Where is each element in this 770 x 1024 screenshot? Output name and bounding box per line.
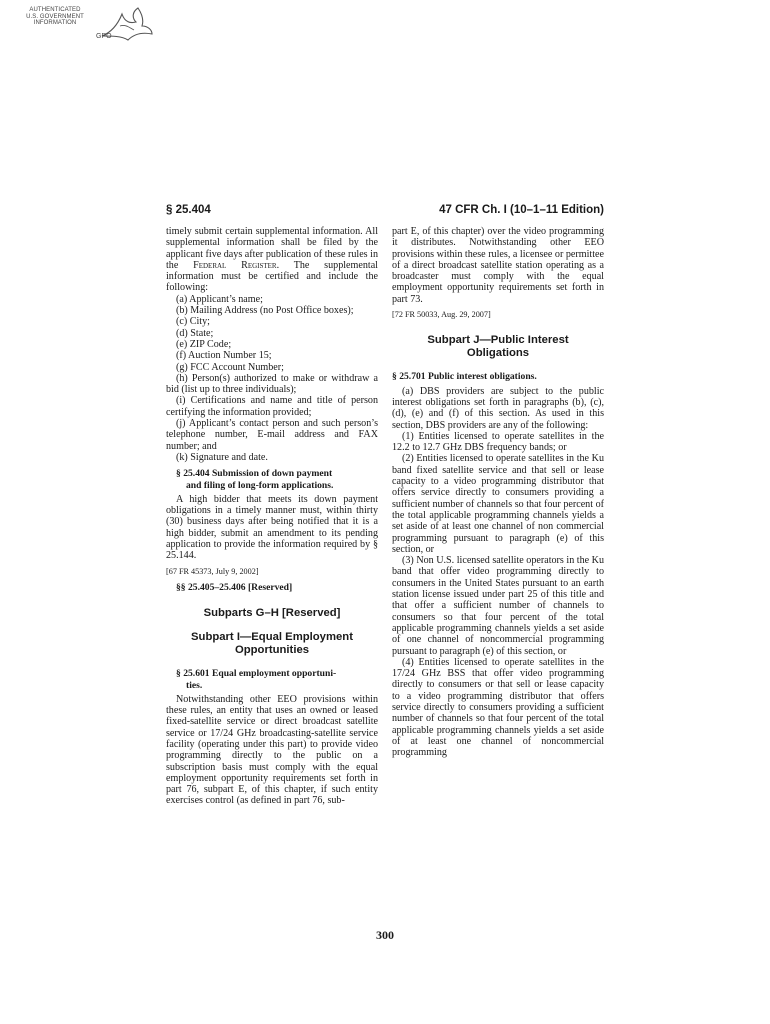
gpo-authentication-stamp xyxy=(14,6,144,46)
heading-line: Obligations xyxy=(466,347,530,360)
title-line: and filing of long-form applications. xyxy=(186,479,334,491)
left-column xyxy=(166,226,378,807)
citation: [72 FR 50033, Aug. 29, 2007] xyxy=(392,310,491,320)
list-item: (a) Applicant’s name; xyxy=(176,293,263,305)
list-item: (c) City; xyxy=(176,316,210,328)
list-item: (i) Certifications and name and title of person certifying the information provided; xyxy=(166,395,378,418)
section-25-601-title xyxy=(166,668,378,691)
paragraph-a1: (1) Entities licensed to operate satellites in the 12.2 to 12.7 GHz DBS frequency bands; or xyxy=(392,430,604,454)
list-item: (k) Signature and date. xyxy=(176,451,268,463)
stamp-line-3: INFORMATION xyxy=(33,20,77,26)
paragraph-a2: (2) Entities licensed to operate satellites in the Ku band fixed satellite service and that sell or lease capacity to a video programming distributor that offers service directly to consumers providing a sufficient number of channels so that four percent of the total applicable programming channels yields a set aside of at least one channel of non commercial programming pursuant to paragraph (e) of this section, or xyxy=(392,453,604,555)
subpart-j-heading xyxy=(392,334,604,360)
paragraph-a4: (4) Entities licensed to operate satellites in the 17/24 GHz BSS that offer video programming directly to consumers or that sell or lease capacity to a video programming distributor that offers service directly to consumers providing a sufficient number of channels so that four percent of the total applicable programming channels yields a set aside of at least one channel of noncommercial programming xyxy=(392,656,604,759)
title-line: ties. xyxy=(186,679,203,691)
stamp-agency: GPO xyxy=(96,33,112,40)
citation: [67 FR 45373, July 9, 2002] xyxy=(166,566,259,576)
text-run: timely submit certain supplemental information. All supplemental information shall be filed by the applicant five days after publication of these rules in the xyxy=(166,226,378,271)
list-item: (g) FCC Account Number; xyxy=(176,361,284,373)
subpart-gh-heading: Subparts G–H [Reserved] xyxy=(203,607,341,620)
text-run: . The supplemental information must be certified and include the following: xyxy=(166,259,378,294)
list-item: (b) Mailing Address (no Post Office boxes); xyxy=(176,305,354,317)
right-column xyxy=(392,226,604,758)
federal-register-term: Federal Register xyxy=(193,259,277,271)
stamp-text xyxy=(14,7,96,27)
page-number: 300 xyxy=(376,928,394,942)
section-25-405-title: §§ 25.405–25.406 [Reserved] xyxy=(176,581,293,593)
section-header: § 25.404 xyxy=(166,204,211,216)
heading-line: Subpart I—Equal Employment xyxy=(191,631,353,644)
list-item: (h) Person(s) authorized to make or withdraw a bid (list up to three individuals); xyxy=(166,372,378,396)
section-25-601-continued: part E, of this chapter) over the video programming it distributes. Notwithstanding other EEO provisions within these rules, a licensee or permittee of a direct broadcast satellite station operating as a broadcaster must comply with the equal employment opportunity requirements set forth in part 73. xyxy=(392,226,604,305)
section-25-601-body: Notwithstanding other EEO provisions within these rules, an entity that uses an owned or leased fixed-satellite service or direct broadcast satellite service or 17/24 GHz broadcasting-satellite service facility (operating under this part) to provide video programming directly to the public on a subscription basis must comply with the equal employment opportunity requirements set forth in part 76, subpart E, of this chapter, if such entity exercises control (as defined in part 76, sub- xyxy=(166,693,378,807)
list-item: (e) ZIP Code; xyxy=(176,338,232,350)
stamp-line-2: U.S. GOVERNMENT xyxy=(26,13,84,20)
title-line: § 25.404 Submission of down payment xyxy=(176,468,333,480)
list-item: (f) Auction Number 15; xyxy=(176,350,272,362)
supplemental-info-paragraph xyxy=(166,226,378,294)
paragraph-a3: (3) Non U.S. licensed satellite operators in the Ku band that offer video programming directly to consumers in the United States pursuant to an earth station license issued under part 25 of this title and that offer a sufficient number of channels to consumers so that four percent of the total applicable programming channels yields a set aside of one channel of noncommercial programming pursuant to paragraph (e) of this section, or xyxy=(392,555,604,657)
section-25-404-body: A high bidder that meets its down payment obligations in a timely manner must, within thirty (30) business days after being notified that it is a high bidder, submit an amendment to its pending application to provide the information required by § 25.144. xyxy=(166,493,378,562)
section-25-404-title xyxy=(166,468,378,491)
paragraph-a: (a) DBS providers are subject to the public interest obligations set forth in paragraphs (b), (c), (d), (e) and (f) of this section. As used in this section, DBS providers are any of the following: xyxy=(392,385,604,431)
title-line: § 25.601 Equal employment opportuni- xyxy=(176,668,337,680)
section-25-701-title: § 25.701 Public interest obligations. xyxy=(392,371,537,383)
subpart-i-heading xyxy=(166,631,378,657)
edition-header: 47 CFR Ch. I (10–1–11 Edition) xyxy=(439,204,604,216)
stamp-line-1: AUTHENTICATED xyxy=(29,7,81,13)
list-item: (d) State; xyxy=(176,327,214,339)
list-item: (j) Applicant’s contact person and such person’s telephone number, E-mail address and FAX number; and xyxy=(166,418,378,452)
heading-line: Opportunities xyxy=(234,644,310,657)
heading-line: Subpart J—Public Interest xyxy=(427,334,569,347)
